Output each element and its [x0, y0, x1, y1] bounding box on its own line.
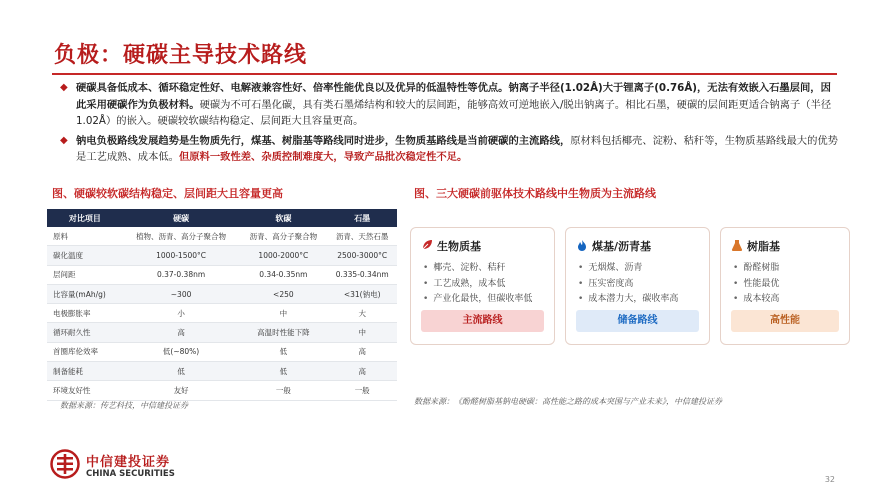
table-cell: 中: [327, 323, 397, 342]
table-header-cell: 石墨: [327, 209, 397, 227]
table-cell: 一般: [239, 381, 327, 400]
table-cell: 循环耐久性: [47, 323, 123, 342]
bullet-text: 原材料包括椰壳、淀粉、秸秆等，生物质基路线最大的优势是工艺成熟、成本低。: [76, 134, 838, 163]
list-item: • 椰壳、淀粉、秸秆: [423, 261, 532, 277]
table-cell: 电极膨胀率: [47, 304, 123, 323]
figure-title-routes: 图、三大硬碳前驱体技术路线中生物质为主流路线: [414, 187, 656, 200]
list-item: • 无烟煤、沥青: [578, 261, 678, 277]
table-cell: 层间距: [47, 265, 123, 284]
list-item: • 工艺成熟，成本低: [423, 277, 532, 293]
card-title: [576, 238, 651, 254]
bullet-item: [60, 133, 840, 166]
table-row: [47, 227, 397, 246]
source-note-routes: 数据来源：《酚醛树脂基钠电硬碳：高性能之路的成本突围与产业未来》，中信建投证券: [414, 397, 722, 406]
table-header-cell: 软碳: [239, 209, 327, 227]
route-card-coal-pitch: [565, 227, 710, 345]
table-cell: 1000-2000°C: [239, 246, 327, 265]
table-cell: 高温时性能下降: [239, 323, 327, 342]
comparison-table: [47, 209, 397, 401]
card-title-text: 树脂基: [747, 240, 780, 253]
list-item: • 产业化最快，但碳收率低: [423, 292, 532, 308]
table-cell: 低(~80%): [123, 342, 240, 361]
route-tag-mainstream: 主流路线: [421, 310, 544, 332]
table-cell: 一般: [327, 381, 397, 400]
card-feature-list: [733, 261, 779, 308]
table-cell: 2500-3000°C: [327, 246, 397, 265]
card-title-text: 煤基/沥青基: [592, 240, 652, 253]
table-row: [47, 265, 397, 284]
table-cell: 高: [327, 342, 397, 361]
table-cell: 原料: [47, 227, 123, 246]
bullet-bold-text: 钠电负极路线发展趋势是生物质先行，煤基、树脂基等路线同时进步，生物质基路线是当前硬碳的主流路线，: [76, 134, 571, 147]
table-header-cell: 对比项目: [47, 209, 123, 227]
table-row: [47, 284, 397, 303]
table-cell: <250: [239, 284, 327, 303]
bullet-item: [60, 80, 840, 130]
route-tag-high-performance: 高性能: [731, 310, 839, 332]
table-row: [47, 342, 397, 361]
source-note-table: 数据来源：传艺科技，中信建投证券: [60, 401, 188, 410]
logo-english-name: CHINA SECURITIES: [86, 469, 175, 479]
table-cell: 沥青、高分子聚合物: [239, 227, 327, 246]
table-cell: 0.34-0.35nm: [239, 265, 327, 284]
diamond-icon: ◆: [60, 82, 68, 93]
table-cell: 比容量(mAh/g): [47, 284, 123, 303]
flask-icon: [731, 239, 743, 251]
table-cell: 中: [239, 304, 327, 323]
table-cell: 环境友好性: [47, 381, 123, 400]
title-divider: [52, 73, 837, 75]
table-cell: 首圈库伦效率: [47, 342, 123, 361]
bullet-list: [60, 80, 840, 169]
bullet-bold-text: 钠离子半径(1.02Å)大于锂离子(0.76Å)，无法有效嵌入石墨层间，因此采用硬碳作为负极材料。: [76, 82, 831, 111]
table-cell: 0.335-0.34nm: [327, 265, 397, 284]
flame-icon: [576, 239, 588, 251]
table-row: [47, 323, 397, 342]
table-cell: 大: [327, 304, 397, 323]
list-item: • 成本潜力大，碳收率高: [578, 292, 678, 308]
table-cell: 制备能耗: [47, 362, 123, 381]
card-title: [731, 238, 780, 254]
page-title: 负极：硬碳主导技术路线: [54, 43, 308, 68]
table-cell: <31(钠电): [327, 284, 397, 303]
table-row: [47, 381, 397, 400]
card-title: [421, 238, 481, 254]
logo-emblem-icon: [50, 449, 80, 479]
table-row: [47, 362, 397, 381]
table-cell: 友好: [123, 381, 240, 400]
table-row: [47, 246, 397, 265]
table-cell: ~300: [123, 284, 240, 303]
table-row: [47, 304, 397, 323]
route-card-resin: [720, 227, 850, 345]
route-tag-reserve: 储备路线: [576, 310, 699, 332]
list-item: • 性能最优: [733, 277, 779, 293]
bullet-bold-text: 硬碳具备低成本、循环稳定性好、电解液兼容性好、倍率性能优良以及优异的低温特性等优点。: [76, 82, 509, 94]
route-card-biomass: [410, 227, 555, 345]
table-header-row: [47, 209, 397, 227]
figure-title-table: 图、硬碳较软碳结构稳定、层间距大且容量更高: [52, 187, 283, 200]
table-cell: 小: [123, 304, 240, 323]
leaf-icon: [421, 239, 433, 251]
table-cell: 沥青、天然石墨: [327, 227, 397, 246]
card-title-text: 生物质基: [437, 240, 481, 253]
table-cell: 碳化温度: [47, 246, 123, 265]
table-cell: 低: [123, 362, 240, 381]
card-feature-list: [578, 261, 678, 308]
table-header-cell: 硬碳: [123, 209, 240, 227]
card-feature-list: [423, 261, 532, 308]
bullet-highlight-text: 但原料一致性差、杂质控制难度大，导致产品批次稳定性不足。: [178, 151, 468, 163]
logo-chinese-name: 中信建投证券: [86, 455, 171, 470]
table-cell: 1000-1500°C: [123, 246, 240, 265]
table-cell: 高: [327, 362, 397, 381]
table-cell: 植物、沥青、高分子聚合物: [123, 227, 240, 246]
list-item: • 酚醛树脂: [733, 261, 779, 277]
page-number: 32: [824, 475, 835, 484]
diamond-icon: ◆: [60, 134, 68, 146]
bullet-text: 硬碳为不可石墨化碳，具有类石墨烯结构和较大的层间距，能够高效可逆地嵌入/脱出钠离子。相比石墨，硬碳的层间距更适合钠离子（半径1.02Å）的嵌入。硬碳较软碳结构稳定、层间距大且容量更高。: [76, 98, 832, 127]
table-cell: 低: [239, 342, 327, 361]
table-cell: 低: [239, 362, 327, 381]
table-cell: 0.37-0.38nm: [123, 265, 240, 284]
list-item: • 成本较高: [733, 292, 779, 308]
table-cell: 高: [123, 323, 240, 342]
list-item: • 压实密度高: [578, 277, 678, 293]
